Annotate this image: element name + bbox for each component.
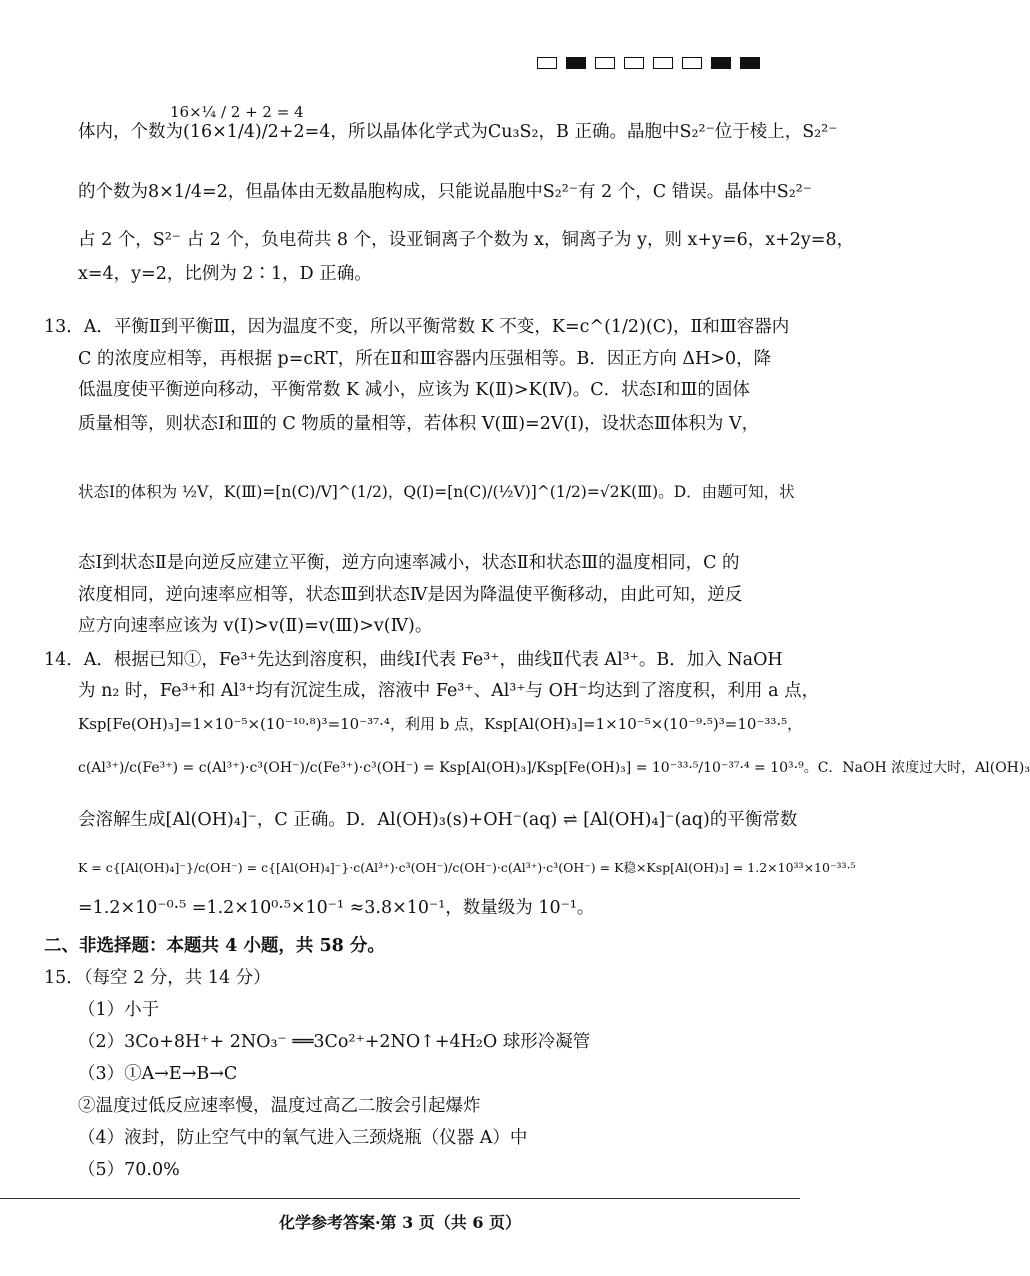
marker-box bbox=[682, 57, 702, 69]
marker-box bbox=[537, 57, 557, 69]
text-line: 体内，个数为(16×1/4)/2+2=4，所以晶体化学式为Cu₃S₂，B 正确。晶胞中S₂²⁻位于棱上，S₂²⁻ bbox=[78, 122, 838, 142]
text-line: （4）液封，防止空气中的氧气进入三颈烧瓶（仪器 A）中 bbox=[78, 1128, 528, 1148]
text-line: C 的浓度应相等，再根据 p=cRT，所在Ⅱ和Ⅲ容器内压强相等。B．因正方向 ΔH>0，降 bbox=[78, 349, 772, 369]
text-line: 为 n₂ 时，Fe³⁺和 Al³⁺均有沉淀生成，溶液中 Fe³⁺、Al³⁺与 OH⁻均达到了溶度积，利用 a 点， bbox=[78, 681, 820, 701]
text-line: 占 2 个，S²⁻ 占 2 个，负电荷共 8 个，设亚铜离子个数为 x，铜离子为 y，则 x+y=6，x+2y=8， bbox=[78, 230, 855, 250]
marker-box bbox=[566, 57, 586, 69]
text-line: x=4，y=2，比例为 2∶1，D 正确。 bbox=[78, 264, 372, 284]
marker-box bbox=[711, 57, 731, 69]
text-line: 的个数为8×1/4=2，但晶体由无数晶胞构成，只能说晶胞中S₂²⁻有 2 个，C 错误。晶体中S₂²⁻ bbox=[78, 182, 812, 202]
footer-divider bbox=[0, 1198, 800, 1199]
page-marker-strip bbox=[537, 57, 760, 69]
formula-line: Ksp[Fe(OH)₃]=1×10⁻⁵×(10⁻¹⁰·⁸)³=10⁻³⁷·⁴，利用 b 点，Ksp[Al(OH)₃]=1×10⁻⁵×(10⁻⁹·⁵)³=10⁻³³·⁵， bbox=[78, 715, 803, 733]
formula-line: c(Al³⁺)/c(Fe³⁺) = c(Al³⁺)·c³(OH⁻)/c(Fe³⁺)·c³(OH⁻) = Ksp[Al(OH)₃]/Ksp[Fe(OH)₃] = 10⁻³³·⁵/10⁻³⁷·⁴ = 10³·⁹。C．NaOH 浓度过大时，Al(OH)₃ bbox=[78, 760, 1030, 776]
text-line: （3）①A→E→B→C bbox=[78, 1064, 238, 1084]
text-line: （5）70.0% bbox=[78, 1160, 180, 1180]
marker-box bbox=[624, 57, 644, 69]
section-heading: 二、非选择题：本题共 4 小题，共 58 分。 bbox=[44, 936, 385, 956]
text-line: 态Ⅰ到状态Ⅱ是向逆反应建立平衡，逆方向速率减小，状态Ⅱ和状态Ⅲ的温度相同，C 的 bbox=[78, 553, 740, 573]
text-line: 质量相等，则状态Ⅰ和Ⅲ的 C 物质的量相等，若体积 V(Ⅲ)=2V(Ⅰ)，设状态Ⅲ体积为 V， bbox=[78, 414, 760, 434]
text-line: 应方向速率应该为 v(Ⅰ)>v(Ⅱ)=v(Ⅲ)>v(Ⅳ)。 bbox=[78, 616, 433, 636]
text-line: （1）小于 bbox=[78, 1000, 160, 1020]
text-line: 会溶解生成[Al(OH)₄]⁻，C 正确。D．Al(OH)₃(s)+OH⁻(aq) ⇌ [Al(OH)₄]⁻(aq)的平衡常数 bbox=[78, 810, 798, 830]
formula-line: K = c{[Al(OH)₄]⁻}/c(OH⁻) = c{[Al(OH)₄]⁻}·c(Al³⁺)·c³(OH⁻)/c(OH⁻)·c(Al³⁺)·c³(OH⁻) = K稳×Ksp[Al(OH)₃] = 1.2×10³³×10⁻³³·⁵ bbox=[78, 860, 856, 875]
marker-box bbox=[653, 57, 673, 69]
text-line: =1.2×10⁻⁰·⁵ =1.2×10⁰·⁵×10⁻¹ ≈3.8×10⁻¹，数量级为 10⁻¹。 bbox=[78, 898, 595, 918]
marker-box bbox=[595, 57, 615, 69]
fraction-line: 16×¼ / 2 + 2 = 4 bbox=[170, 103, 304, 121]
text-line: （2）3Co+8H⁺+ 2NO₃⁻ ══3Co²⁺+2NO↑+4H₂O 球形冷凝管 bbox=[78, 1032, 591, 1052]
marker-box bbox=[740, 57, 760, 69]
page-footer: 化学参考答案·第 3 页（共 6 页） bbox=[278, 1213, 522, 1232]
formula-line: 状态Ⅰ的体积为 ½V，K(Ⅲ)=[n(C)/V]^(1/2)，Q(Ⅰ)=[n(C)/(½V)]^(1/2)=√2K(Ⅲ)。D．由题可知，状 bbox=[78, 483, 795, 501]
text-line: 15．（每空 2 分，共 14 分） bbox=[44, 968, 271, 988]
text-line: 低温度使平衡逆向移动，平衡常数 K 减小，应该为 K(Ⅱ)>K(Ⅳ)。C．状态Ⅰ和Ⅲ的固体 bbox=[78, 380, 750, 400]
text-line: ②温度过低反应速率慢，温度过高乙二胺会引起爆炸 bbox=[78, 1096, 481, 1116]
text-line: 14．A．根据已知①，Fe³⁺先达到溶度积，曲线Ⅰ代表 Fe³⁺，曲线Ⅱ代表 Al³⁺。B．加入 NaOH bbox=[44, 650, 783, 670]
text-line: 浓度相同，逆向速率应相等，状态Ⅲ到状态Ⅳ是因为降温使平衡移动，由此可知，逆反 bbox=[78, 585, 743, 605]
text-line: 13．A．平衡Ⅱ到平衡Ⅲ，因为温度不变，所以平衡常数 K 不变，K=c^(1/2)(C)，Ⅱ和Ⅲ容器内 bbox=[44, 317, 790, 337]
